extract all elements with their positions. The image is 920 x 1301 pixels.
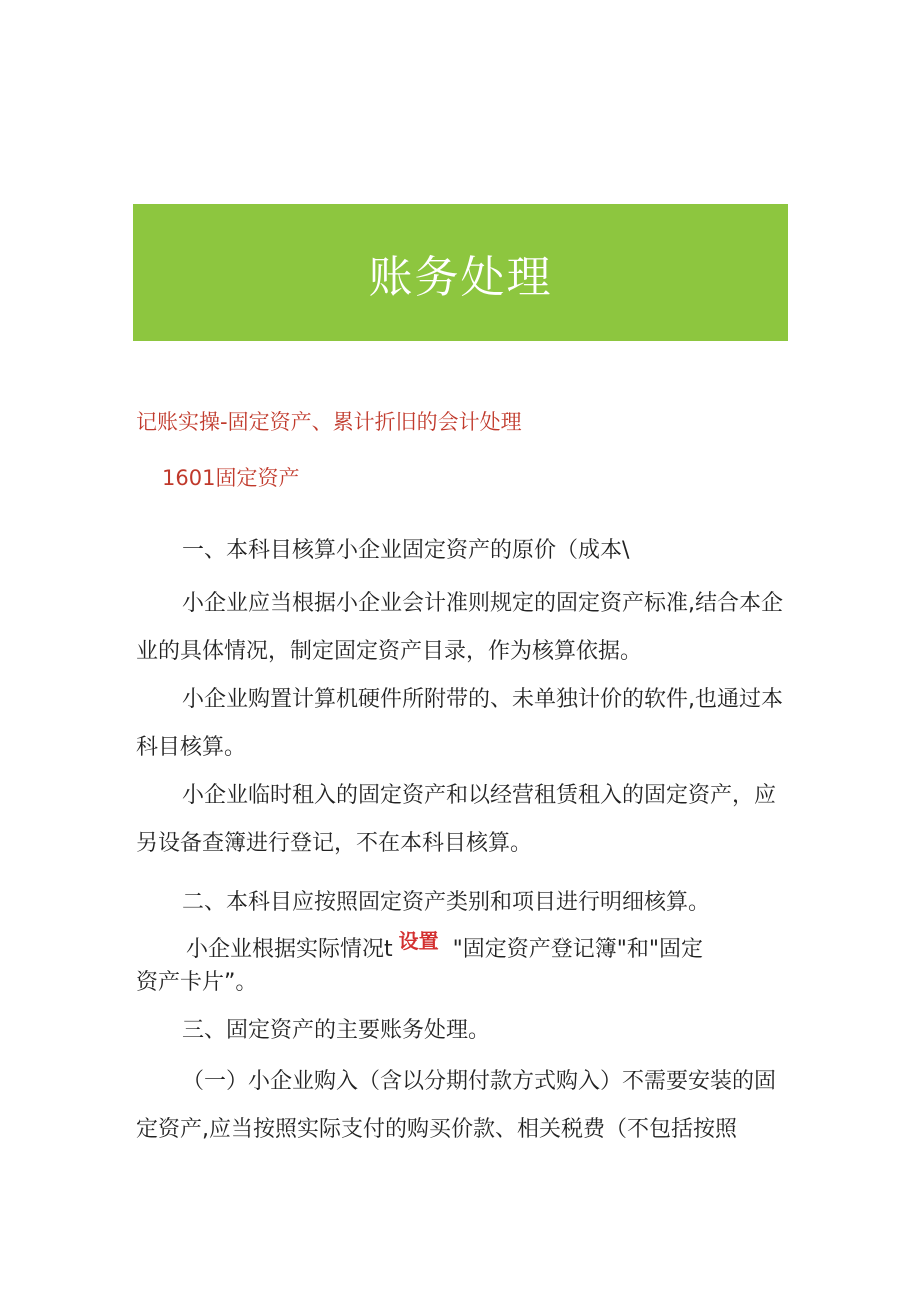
paragraph-5: （一）小企业购入（含以分期付款方式购入）不需要安装的固定资产,应当按照实际支付的购买价款、相关税费（不包括按照 xyxy=(136,1069,777,1142)
account-code-heading: 1601固定资产 xyxy=(162,466,300,490)
banner-title: 账务处理 xyxy=(368,251,553,303)
paragraph-4-text-start: 小企业根据实际情况t xyxy=(186,937,393,962)
paragraph-4-line-1 xyxy=(186,929,703,965)
section-3-heading: 三、固定资产的主要账务处理。 xyxy=(182,1018,491,1043)
section-1-heading: 一、本科目核算小企业固定资产的原价（成本\ xyxy=(182,538,630,563)
paragraph-1: 小企业应当根据小企业会计准则规定的固定资产标准,结合本企业的具体情况，制定固定资产目录，作为核算依据。 xyxy=(136,591,783,664)
title-banner xyxy=(133,204,788,341)
section-2-heading: 二、本科目应按照固定资产类别和项目进行明细核算。 xyxy=(182,890,711,915)
paragraph-4-line-2: 资产卡片”。 xyxy=(136,970,258,995)
document-subtitle: 记账实操-固定资产、累计折旧的会计处理 xyxy=(136,410,522,434)
stamp-text: 设置 xyxy=(398,929,439,953)
paragraph-2: 小企业购置计算机硬件所附带的、未单独计价的软件,也通过本科目核算。 xyxy=(136,687,783,760)
paragraph-4-text-end: "固定资产登记簿"和"固定 xyxy=(452,937,703,962)
paragraph-3: 小企业临时租入的固定资产和以经营租赁租入的固定资产，应另设备查簿进行登记，不在本科目核算。 xyxy=(136,783,777,856)
